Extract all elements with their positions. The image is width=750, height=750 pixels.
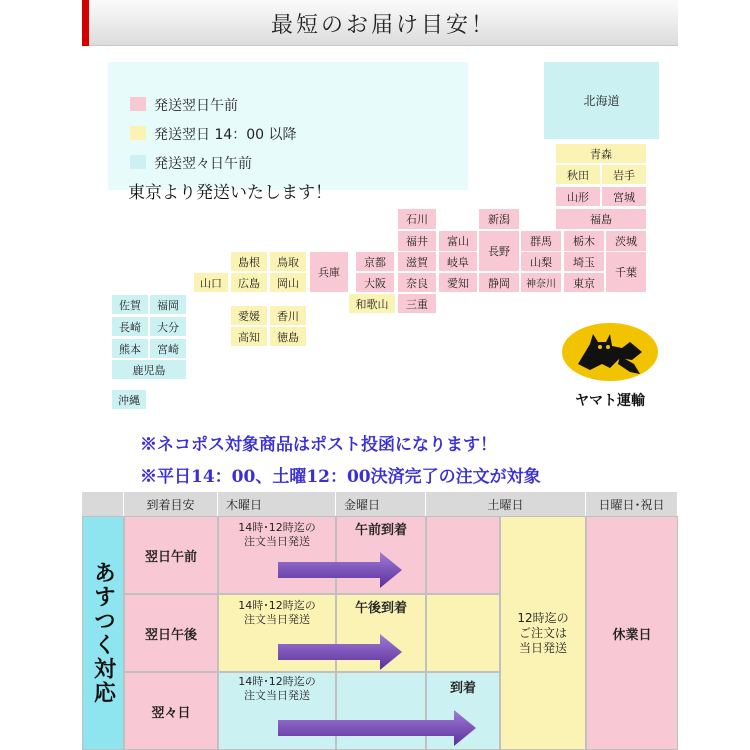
row-label-day-after: 翌々日 <box>124 672 218 750</box>
pref-tottori: 鳥取 <box>270 252 306 271</box>
pref-okayama: 岡山 <box>270 273 306 292</box>
pref-shiga: 滋賀 <box>398 252 436 271</box>
pref-kanagawa: 神奈川 <box>521 273 561 292</box>
asutsuku-label: あすつく対応 <box>90 561 116 705</box>
pref-kochi: 高知 <box>231 327 267 346</box>
pref-hokkaido: 北海道 <box>544 62 659 139</box>
pref-fukuoka: 福岡 <box>150 295 186 314</box>
pref-wakayama: 和歌山 <box>349 294 395 313</box>
pref-fukushima: 福島 <box>556 209 646 229</box>
pref-shimane: 島根 <box>231 252 267 271</box>
pref-mie: 三重 <box>398 294 436 313</box>
pref-ishikawa: 石川 <box>398 209 436 229</box>
pref-oita: 大分 <box>150 317 186 336</box>
pref-nagano: 長野 <box>479 231 519 271</box>
row-label-next-morning: 翌日午前 <box>124 516 218 594</box>
legend-label: 発送翌日 14：00 以降 <box>154 127 297 143</box>
pref-kagawa: 香川 <box>270 306 306 325</box>
arrival-morning: 午前到着 <box>354 523 407 538</box>
pref-yamanashi: 山梨 <box>521 252 561 271</box>
table-header-sat: 土曜日 <box>426 492 586 516</box>
pref-gunma: 群馬 <box>521 231 561 251</box>
holiday-cell: 休業日 <box>586 516 678 750</box>
pref-nagasaki: 長崎 <box>112 317 148 336</box>
cutoff-note: 14時･12時迄の 注文当日発送 <box>238 521 316 548</box>
arrow-icon <box>278 552 402 588</box>
pref-okinawa: 沖縄 <box>112 390 146 409</box>
table-header-arrival: 到着目安 <box>124 492 218 516</box>
pref-chiba: 千葉 <box>606 252 646 292</box>
pref-kumamoto: 熊本 <box>112 339 148 358</box>
pref-toyama: 富山 <box>439 231 477 251</box>
pref-yamagata: 山形 <box>556 187 600 206</box>
pref-tokyo: 東京 <box>564 273 604 292</box>
pref-kagoshima: 鹿児島 <box>112 360 186 379</box>
legend-label: 発送翌日午前 <box>154 98 238 114</box>
pref-miyazaki: 宮崎 <box>150 339 186 358</box>
pref-gifu: 岐阜 <box>439 252 477 271</box>
pref-niigata: 新潟 <box>479 209 519 229</box>
notice-nekopos: ※ネコポス対象商品はポスト投函になります！ <box>140 435 497 455</box>
pref-fukui: 福井 <box>398 231 436 251</box>
pref-saga: 佐賀 <box>112 295 148 314</box>
cutoff-note: 14時･12時迄の 注文当日発送 <box>238 599 316 626</box>
pref-saitama: 埼玉 <box>564 252 604 271</box>
pref-aichi: 愛知 <box>439 273 477 292</box>
row-label-next-afternoon: 翌日午後 <box>124 594 218 672</box>
pref-hyogo: 兵庫 <box>310 252 348 292</box>
pref-yamaguchi: 山口 <box>194 273 228 292</box>
logo-text: ヤマト運輸 <box>575 393 645 409</box>
arrow-icon <box>278 710 476 746</box>
pref-nara: 奈良 <box>398 273 436 292</box>
arrival-day-after: 到着 <box>449 681 476 696</box>
pref-kyoto: 京都 <box>356 252 394 271</box>
legend-label: 発送翌々日午前 <box>154 156 252 172</box>
pref-shizuoka: 静岡 <box>479 273 519 292</box>
notice-cutoff: ※平日14：00、土曜12：00決済完了の注文が対象 <box>140 467 541 487</box>
pref-tochigi: 栃木 <box>564 231 604 251</box>
arrow-icon <box>278 634 402 670</box>
pref-osaka: 大阪 <box>356 273 394 292</box>
saturday-note: 12時迄の ご注文は 当日発送 <box>517 610 569 655</box>
shipping-origin-note: 東京より発送いたします！ <box>128 183 332 203</box>
pref-aomori: 青森 <box>556 144 646 163</box>
pref-tokushima: 徳島 <box>270 327 306 346</box>
table-header-sun: 日曜日･祝日 <box>586 492 678 516</box>
cutoff-note: 14時･12時迄の 注文当日発送 <box>238 675 316 702</box>
arrival-afternoon: 午後到着 <box>354 601 407 616</box>
pref-ehime: 愛媛 <box>231 306 267 325</box>
table-header-fri: 金曜日 <box>336 492 426 516</box>
pref-ibaraki: 茨城 <box>606 231 646 251</box>
page-title: 最短のお届け目安！ <box>270 12 496 38</box>
pref-hiroshima: 広島 <box>231 273 267 292</box>
pref-miyagi: 宮城 <box>602 187 646 206</box>
table-header-thu: 木曜日 <box>218 492 336 516</box>
pref-akita: 秋田 <box>556 165 600 184</box>
pref-iwate: 岩手 <box>602 165 646 184</box>
